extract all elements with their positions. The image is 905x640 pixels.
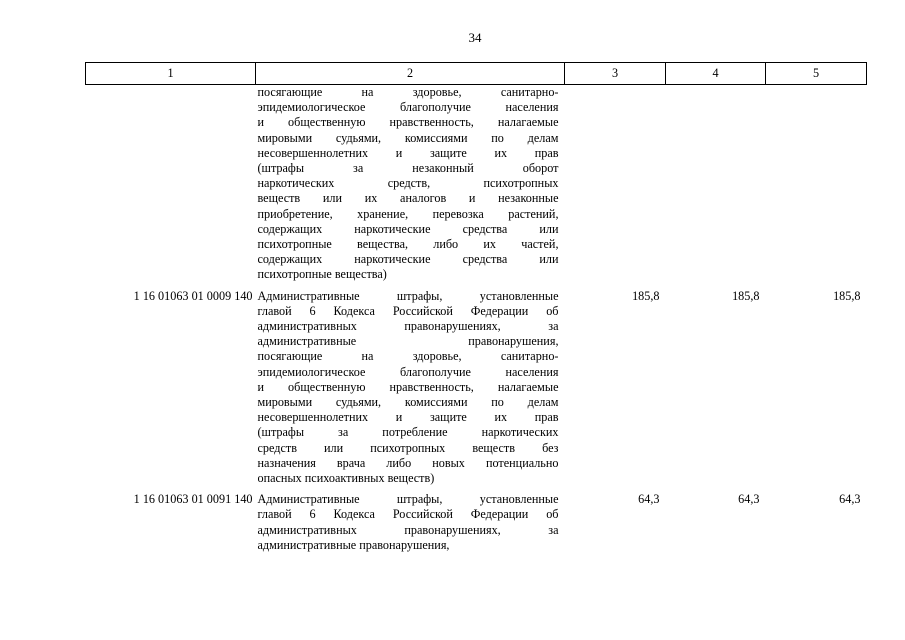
table-row xyxy=(86,85,867,283)
description-line: административных правонарушениях, за xyxy=(257,319,559,334)
description-line: психотропные вещества) xyxy=(257,267,387,282)
description-line: главой 6 Кодекса Российской Федерации об xyxy=(257,507,559,522)
amount-cell-col-4: 185,8 xyxy=(732,288,760,303)
description-line: административные правонарушения, xyxy=(257,537,450,552)
description-line: мировыми судьями, комиссиями по делам xyxy=(257,130,559,145)
description-line: Административные штрафы, установленные xyxy=(257,288,559,303)
column-header-4: 4 xyxy=(666,63,766,85)
description-line: несовершеннолетних и защите их прав xyxy=(257,410,559,425)
amount-cell-col-3: 185,8 xyxy=(632,288,660,303)
description-line: мировыми судьями, комиссиями по делам xyxy=(257,395,559,410)
description-line: средств или психотропных веществ без xyxy=(257,440,559,455)
description-line: содержащих наркотические средства или xyxy=(257,221,559,236)
column-header-1: 1 xyxy=(86,63,256,85)
description-line: и общественную нравственность, налагаемые xyxy=(257,115,559,130)
description-line: административные правонарушения, xyxy=(257,334,559,349)
description-line: опасных психоактивных веществ) xyxy=(257,471,435,486)
description-line: наркотических средств, психотропных xyxy=(257,176,559,191)
column-header-3: 3 xyxy=(565,63,666,85)
description-line: приобретение, хранение, перевозка растений, xyxy=(257,206,559,221)
description-cell xyxy=(256,85,565,283)
amount-cell-col-4: 64,3 xyxy=(738,492,760,507)
description-cell xyxy=(256,283,565,487)
description-line: несовершеннолетних и защите их прав xyxy=(257,145,559,160)
description-line: содержащих наркотические средства или xyxy=(257,252,559,267)
description-line: назначения врача либо новых потенциально xyxy=(257,455,559,470)
table-body xyxy=(86,85,867,554)
description-line: эпидемиологическое благополучие населения xyxy=(257,364,559,379)
page-number: 34 xyxy=(468,30,482,45)
amount-cell-col-5 xyxy=(766,85,867,283)
description-line: посягающие на здоровье, санитарно- xyxy=(257,85,559,99)
column-header-2: 2 xyxy=(256,63,565,85)
table-header-row xyxy=(86,63,867,85)
description-cell xyxy=(256,486,565,553)
description-line: посягающие на здоровье, санитарно- xyxy=(257,349,559,364)
description-line: главой 6 Кодекса Российской Федерации об xyxy=(257,303,559,318)
description-line: Административные штрафы, установленные xyxy=(257,492,559,507)
budget-table xyxy=(85,62,867,553)
amount-cell-col-4 xyxy=(666,85,766,283)
budget-code-cell: 1 16 01063 01 0009 140 xyxy=(133,288,253,303)
description-line: административных правонарушениях, за xyxy=(257,522,559,537)
table-row xyxy=(86,283,867,487)
description-line: (штрафы за потребление наркотических xyxy=(257,425,559,440)
description-line: веществ или их аналогов и незаконные xyxy=(257,191,559,206)
table-row xyxy=(86,486,867,553)
amount-cell-col-3 xyxy=(565,85,666,283)
amount-cell-col-5: 185,8 xyxy=(833,288,861,303)
amount-cell-col-3: 64,3 xyxy=(638,492,660,507)
budget-code-cell xyxy=(86,85,256,283)
column-header-5: 5 xyxy=(766,63,867,85)
description-line: эпидемиологическое благополучие населения xyxy=(257,100,559,115)
description-line: (штрафы за незаконный оборот xyxy=(257,161,559,176)
budget-code-cell: 1 16 01063 01 0091 140 xyxy=(133,492,253,507)
description-line: психотропные вещества, либо их частей, xyxy=(257,237,559,252)
amount-cell-col-5: 64,3 xyxy=(839,492,861,507)
description-line: и общественную нравственность, налагаемые xyxy=(257,379,559,394)
